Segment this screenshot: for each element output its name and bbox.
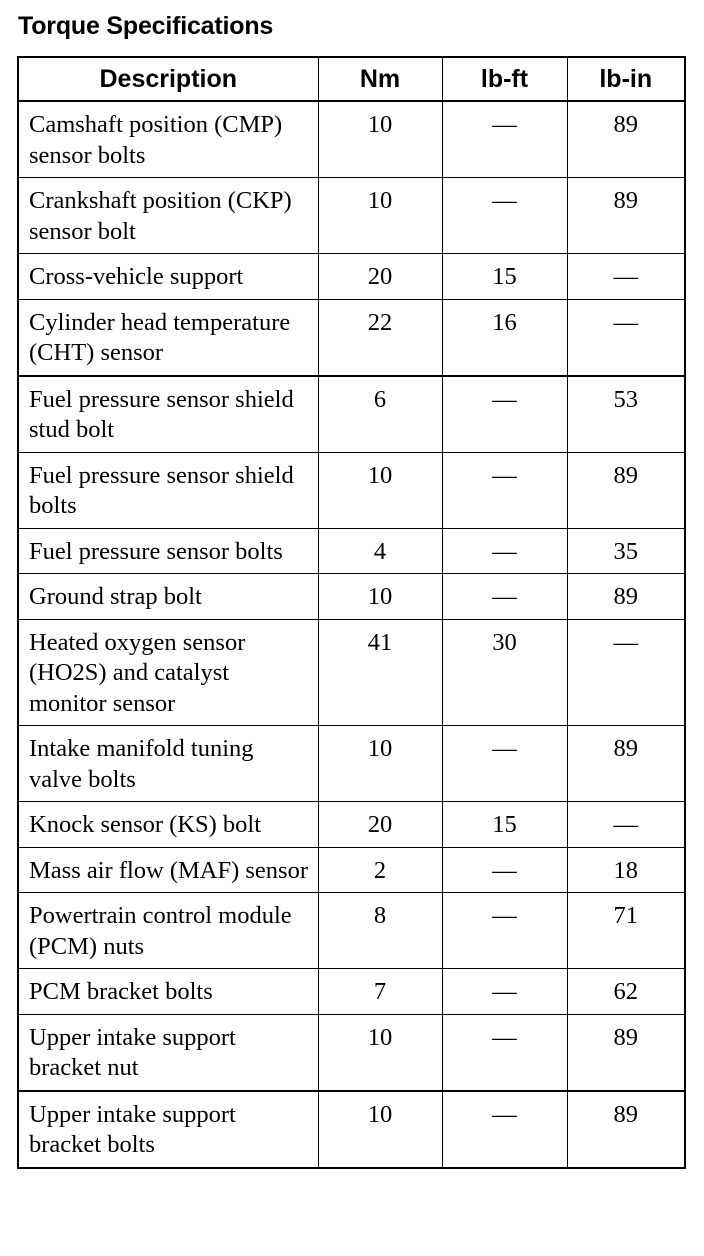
nm-cell: 7 — [318, 969, 442, 1015]
description-cell: Cylinder head temperature (CHT) sensor — [18, 299, 318, 376]
lb-ft-cell: — — [442, 893, 567, 969]
table-row — [18, 376, 685, 453]
lb-in-cell: 53 — [567, 376, 685, 453]
lb-in-cell: — — [567, 299, 685, 376]
lb-in-cell: 71 — [567, 893, 685, 969]
table-row — [18, 619, 685, 726]
lb-ft-cell: — — [442, 1091, 567, 1168]
description-cell: Camshaft position (CMP) sensor bolts — [18, 101, 318, 178]
nm-cell: 8 — [318, 893, 442, 969]
table-row — [18, 574, 685, 620]
nm-cell: 10 — [318, 574, 442, 620]
description-cell: Upper intake support bracket nut — [18, 1014, 318, 1091]
lb-in-cell: 89 — [567, 726, 685, 802]
description-cell: Fuel pressure sensor bolts — [18, 528, 318, 574]
column-header-nm: Nm — [318, 57, 442, 101]
nm-cell: 10 — [318, 1091, 442, 1168]
lb-ft-cell: — — [442, 1014, 567, 1091]
lb-ft-cell: 30 — [442, 619, 567, 726]
description-cell: Cross-vehicle support — [18, 254, 318, 300]
lb-in-cell: — — [567, 254, 685, 300]
nm-cell: 10 — [318, 452, 442, 528]
lb-in-cell: 62 — [567, 969, 685, 1015]
nm-cell: 6 — [318, 376, 442, 453]
description-cell: Ground strap bolt — [18, 574, 318, 620]
column-header-lb-in: lb-in — [567, 57, 685, 101]
nm-cell: 41 — [318, 619, 442, 726]
table-row — [18, 452, 685, 528]
lb-ft-cell: — — [442, 726, 567, 802]
description-cell: Powertrain control module (PCM) nuts — [18, 893, 318, 969]
lb-ft-cell: — — [442, 101, 567, 178]
nm-cell: 10 — [318, 726, 442, 802]
nm-cell: 10 — [318, 101, 442, 178]
lb-ft-cell: — — [442, 376, 567, 453]
lb-in-cell: 89 — [567, 1014, 685, 1091]
table-row — [18, 893, 685, 969]
lb-in-cell: 35 — [567, 528, 685, 574]
lb-in-cell: — — [567, 619, 685, 726]
table-row — [18, 101, 685, 178]
table-row — [18, 1014, 685, 1091]
description-cell: Knock sensor (KS) bolt — [18, 802, 318, 848]
page-title: Torque Specifications — [18, 12, 274, 40]
table-row — [18, 528, 685, 574]
nm-cell: 20 — [318, 802, 442, 848]
description-cell: Fuel pressure sensor shield bolts — [18, 452, 318, 528]
lb-ft-cell: — — [442, 847, 567, 893]
table-row — [18, 726, 685, 802]
lb-ft-cell: 15 — [442, 254, 567, 300]
lb-in-cell: 89 — [567, 452, 685, 528]
torque-specifications-table — [17, 56, 686, 1169]
nm-cell: 22 — [318, 299, 442, 376]
lb-ft-cell: 15 — [442, 802, 567, 848]
description-cell: Heated oxygen sensor (HO2S) and catalyst monitor sensor — [18, 619, 318, 726]
lb-ft-cell: — — [442, 452, 567, 528]
table-row — [18, 1091, 685, 1168]
nm-cell: 4 — [318, 528, 442, 574]
lb-in-cell: 89 — [567, 178, 685, 254]
description-cell: Crankshaft position (CKP) sensor bolt — [18, 178, 318, 254]
lb-ft-cell: — — [442, 178, 567, 254]
lb-ft-cell: 16 — [442, 299, 567, 376]
table-row — [18, 802, 685, 848]
table-row — [18, 254, 685, 300]
lb-in-cell: 89 — [567, 1091, 685, 1168]
description-cell: PCM bracket bolts — [18, 969, 318, 1015]
nm-cell: 10 — [318, 1014, 442, 1091]
description-cell: Upper intake support bracket bolts — [18, 1091, 318, 1168]
description-cell: Fuel pressure sensor shield stud bolt — [18, 376, 318, 453]
table-row — [18, 847, 685, 893]
table-row — [18, 969, 685, 1015]
table-row — [18, 299, 685, 376]
nm-cell: 2 — [318, 847, 442, 893]
lb-ft-cell: — — [442, 969, 567, 1015]
lb-in-cell: 89 — [567, 574, 685, 620]
description-cell: Intake manifold tuning valve bolts — [18, 726, 318, 802]
column-header-description: Description — [18, 57, 318, 101]
lb-in-cell: 89 — [567, 101, 685, 178]
description-cell: Mass air flow (MAF) sensor — [18, 847, 318, 893]
lb-ft-cell: — — [442, 528, 567, 574]
lb-in-cell: 18 — [567, 847, 685, 893]
lb-in-cell: — — [567, 802, 685, 848]
nm-cell: 20 — [318, 254, 442, 300]
column-header-lb-ft: lb-ft — [442, 57, 567, 101]
lb-ft-cell: — — [442, 574, 567, 620]
nm-cell: 10 — [318, 178, 442, 254]
table-row — [18, 178, 685, 254]
table-header-row — [18, 57, 685, 101]
